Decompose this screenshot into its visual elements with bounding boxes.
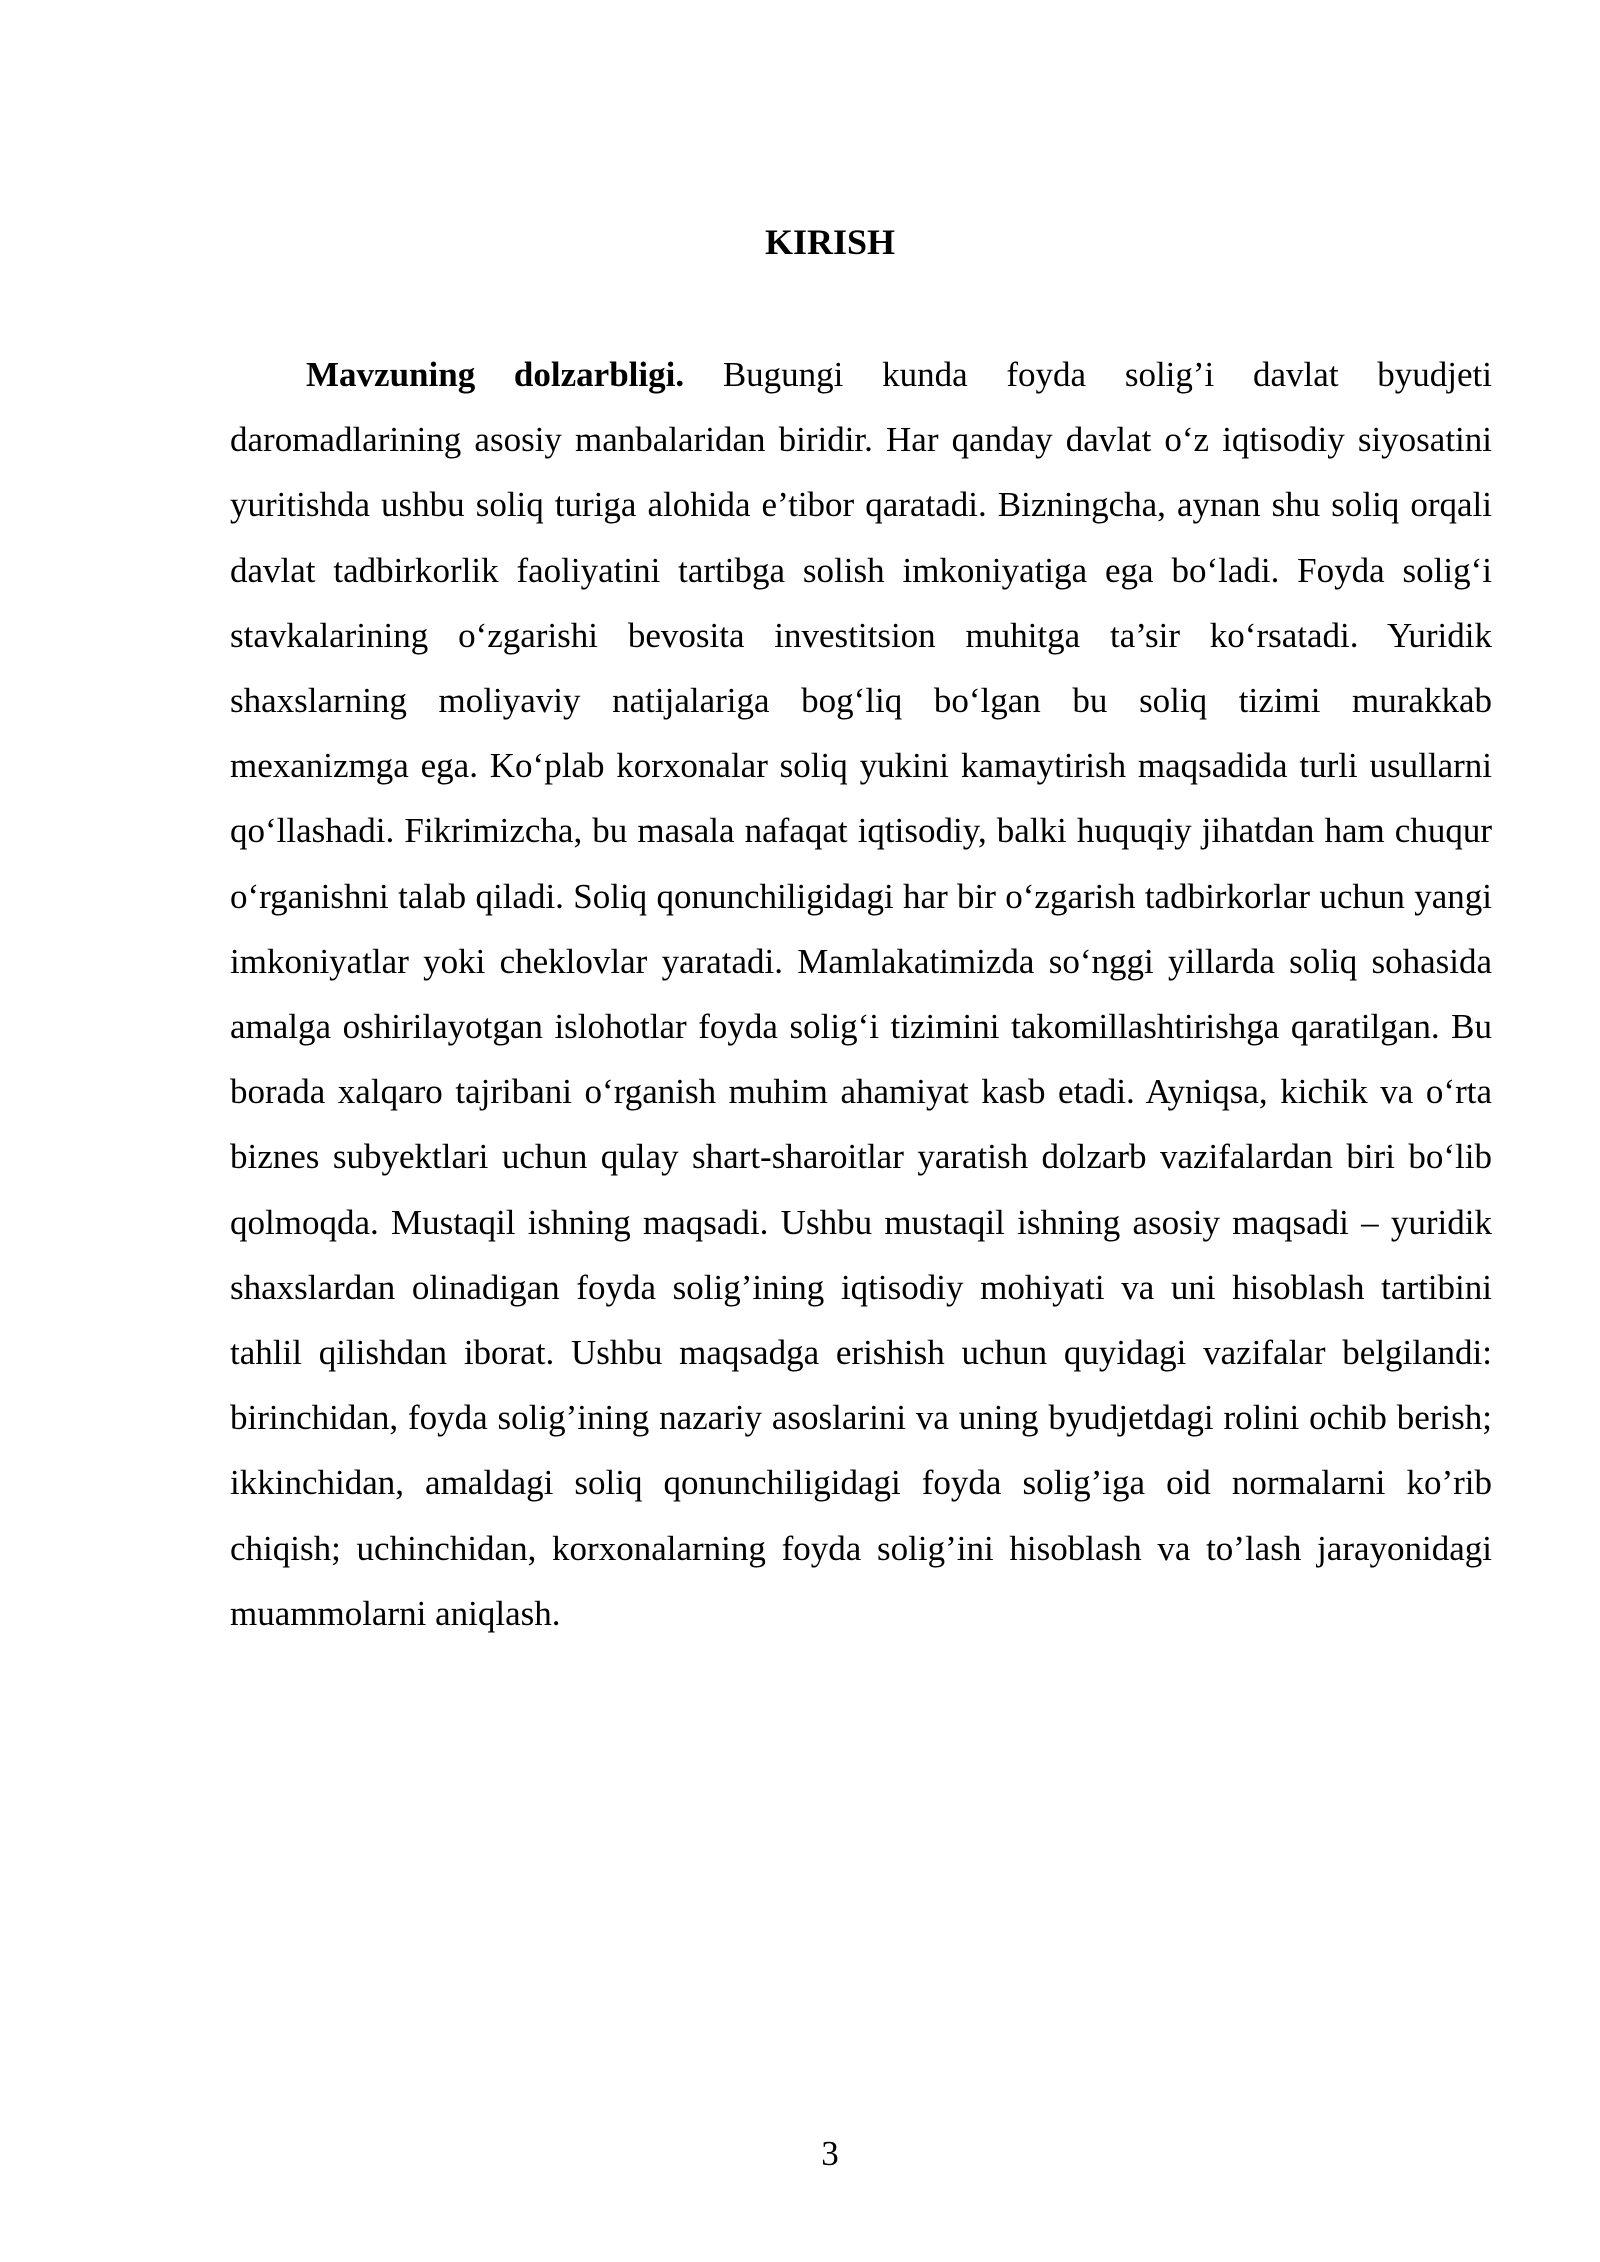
paragraph-lead: Mavzuning dolzarbligi.: [306, 355, 685, 394]
section-heading: KIRISH: [764, 222, 896, 262]
body-paragraph: [230, 342, 1492, 1646]
paragraph-text: Bugungi kunda foyda solig’i davlat byudjeti daromadlarining asosiy manbalaridan biridir. Har qanday davlat o‘z iqtisodiy siyosatini yuritishda ushbu soliq turiga alohida e’tibor qaratadi. Bizningcha, aynan shu soliq orqali davlat tadbirkorlik faoliyatini tartibga solish imkoniyatiga ega bo‘ladi. Foyda solig‘i stavkalarining o‘zgarishi bevosita investitsion muhitga ta’sir ko‘rsatadi. Yuridik shaxslarning moliyaviy natijalariga bog‘liq bo‘lgan bu soliq tizimi murakkab mexanizmga ega. Ko‘plab korxonalar soliq yukini kamaytirish maqsadida turli usullarni qo‘llashadi. Fikrimizcha, bu masala nafaqat iqtisodiy, balki huquqiy jihatdan ham chuqur o‘rganishni talab qiladi. Soliq qonunchiligidagi har bir o‘zgarish tadbirkorlar uchun yangi imkoniyatlar yoki cheklovlar yaratadi. Mamlakatimizda so‘nggi yillarda soliq sohasida amalga oshirilayotgan islohotlar foyda solig‘i tizimini takomillashtirishga qaratilgan. Bu borada xalqaro tajribani o‘rganish muhim ahamiyat kasb etadi. Ayniqsa, kichik va o‘rta biznes subyektlari uchun qulay shart-sharoitlar yaratish dolzarb vazifalardan biri bo‘lib qolmoqda. Mustaqil ishning maqsadi. Ushbu mustaqil ishning asosiy maqsadi – yuridik shaxslardan olinadigan foyda solig’ining iqtisodiy mohiyati va uni hisoblash tartibini tahlil qilishdan iborat. Ushbu maqsadga erishish uchun quyidagi vazifalar belgilandi: birinchidan, foyda solig’ining nazariy asoslarini va uning byudjetdagi rolini ochib berish; ikkinchidan, amaldagi soliq qonunchiligidagi foyda solig’iga oid normalarni ko’rib chiqish; uchinchidan, korxonalarning foyda solig’ini hisoblash va to’lash jarayonidagi muammolarni aniqlash.: [230, 355, 1492, 1633]
page-number: 3: [821, 2134, 839, 2173]
